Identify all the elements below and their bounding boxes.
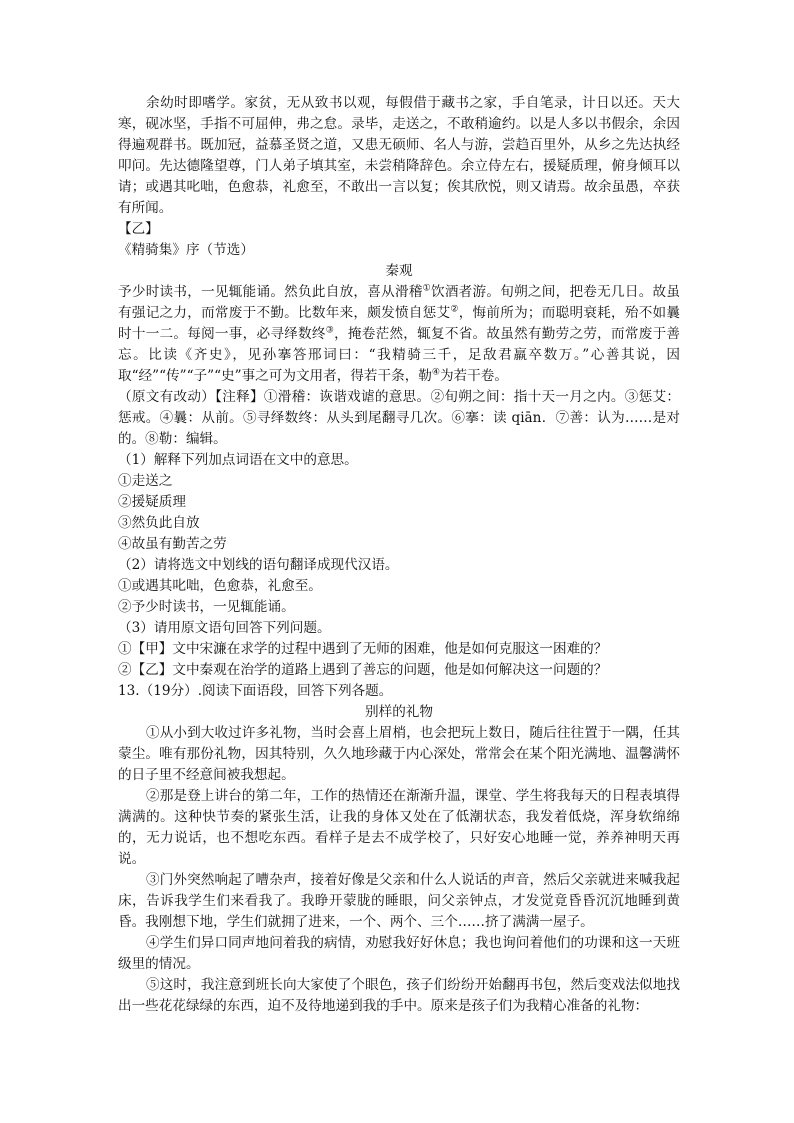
question-3: （3）请用原文语句回答下列问题。 bbox=[118, 620, 331, 636]
yi-text-5: 为若干卷。 bbox=[439, 368, 508, 384]
note-marker-1: ① bbox=[422, 283, 431, 294]
q1-item: ①走送之 bbox=[118, 473, 173, 489]
jia-passage: 余幼时即嗜学。家贫，无从致书以观，每假借于藏书之家，手自笔录，计日以还。天大寒，砚冰坚，手指不可屈伸，弗之怠。录毕，走送之，不敢稍逾约。以是人多以书假余，余因得遍观群书。既加冠，益慕圣贤之道，又患无硕师、名人与游，尝趋百里外，从乡之先达执经叩问。先达德隆望尊，门人弟子填其室，未尝稍降辞色。余立侍左右，援疑质理，俯身倾耳以请；或遇其叱咄，色愈恭，礼愈至，不敢出一言以复；俟其欣悦，则又请焉。故余虽愚，卒获有所闻。 bbox=[118, 95, 680, 216]
q3-item: ②【乙】文中秦观在治学的道路上遇到了善忘的问题，他是如何解决这一问题的？ bbox=[118, 662, 608, 678]
yi-passage bbox=[118, 282, 680, 387]
q2-item: ②予少时读书，一见辄能诵。 bbox=[118, 599, 295, 615]
story-title: 别样的礼物 bbox=[365, 704, 433, 720]
question-1: （1）解释下列加点词语在文中的意思。 bbox=[118, 452, 358, 468]
q1-item: ②援疑质理 bbox=[118, 494, 186, 510]
annotation-notes: （原文有改动）【注释】①滑稽：诙谐戏谑的意思。②旬朔之间：指十天一月之内。③惩艾：惩戒。④曩：从前。⑤寻绎数终：从头到尾翻寻几次。⑥搴：读 qiān．⑦善：认为……是对的。⑧勒：编辑。 bbox=[118, 389, 680, 447]
note-marker-3: ③ bbox=[325, 325, 335, 336]
yi-text-1: 予少时读书，一见辄能诵。然负此自放，喜从滑稽 bbox=[118, 284, 423, 300]
story-paragraph: ②那是登上讲台的第二年，工作的热情还在渐渐升温，课堂、学生将我每天的日程表填得满满的。这种快节奏的紧张生活，让我的身体又处在了低潮状态，我发着低烧，浑身软绵绵的，无力说话，也不想吃东西。看样子是去不成学校了，只好安心地睡一觉，养养神明天再说。 bbox=[118, 788, 680, 867]
yi-text-3: ，悔前所为；而聪明衰耗，殆不如曩时十一二。每阅一事，必寻绎数终 bbox=[118, 305, 681, 342]
yi-text-2: 饮酒者游。旬朔之间，把卷无几日。故虽有强记之力，而常废于不勤。比数年来，颇发愤自惩艾 bbox=[118, 284, 680, 321]
story-paragraph: ③门外突然响起了嘈杂声，接着好像是父亲和什么人说话的声音，然后父亲就进来喊我起床，告诉我学生们来看我了。我睁开蒙胧的睡眼，问父亲钟点，才发觉竟昏昏沉沉地睡到黄昏。我刚想下地，学生们就拥了进来，一个、两个、三个……挤了满满一屋子。 bbox=[118, 872, 680, 930]
q1-item: ④故虽有勤苦之劳 bbox=[118, 536, 227, 552]
note-marker-4: ④ bbox=[431, 367, 440, 378]
q2-item: ①或遇其叱咄，色愈恭，礼愈至。 bbox=[118, 578, 322, 594]
question-13: 13.（19分）.阅读下面语段，回答下列各题。 bbox=[118, 683, 393, 699]
story-paragraph: ⑤这时，我注意到班长向大家使了个眼色，孩子们纷纷开始翻再书包，然后变戏法似地找出一些花花绿绿的东西，迫不及待地递到我的手中。原来是孩子们为我精心准备的礼物： bbox=[118, 977, 680, 1014]
yi-text-4: ，掩卷茫然，辄复不省。故虽然有勤劳之劳，而常废于善忘。比读《齐史》，见孙搴答邢词曰：“我精骑三千，足敌君羸卒数万。”心善其说，因取“经”“传”“子”“史”事之可为文用者，得若干条，勒 bbox=[118, 326, 681, 384]
note-marker-2: ② bbox=[450, 304, 459, 315]
page-content bbox=[118, 93, 680, 1017]
yi-title: 《精骑集》序（节选） bbox=[118, 242, 254, 258]
question-2: （2）请将选文中划线的语句翻译成现代汉语。 bbox=[118, 557, 399, 573]
story-paragraph: ④学生们异口同声地问着我的病情，劝慰我好好休息；我也询问着他们的功课和这一天班级里的情况。 bbox=[118, 935, 680, 972]
q1-item: ③然负此自放 bbox=[118, 515, 200, 531]
yi-author: 秦观 bbox=[385, 263, 413, 279]
yi-label: 【乙】 bbox=[118, 221, 159, 237]
story-paragraph: ①从小到大收过许多礼物，当时会喜上眉梢，也会把玩上数日，随后往往置于一隅，任其蒙尘。唯有那份礼物，因其特别，久久地珍藏于内心深处，常常会在某个阳光满地、温馨满怀的日子里不经意间被我想起。 bbox=[118, 725, 680, 783]
q3-item: ①【甲】文中宋濂在求学的过程中遇到了无师的困难，他是如何克服这一困难的？ bbox=[118, 641, 608, 657]
